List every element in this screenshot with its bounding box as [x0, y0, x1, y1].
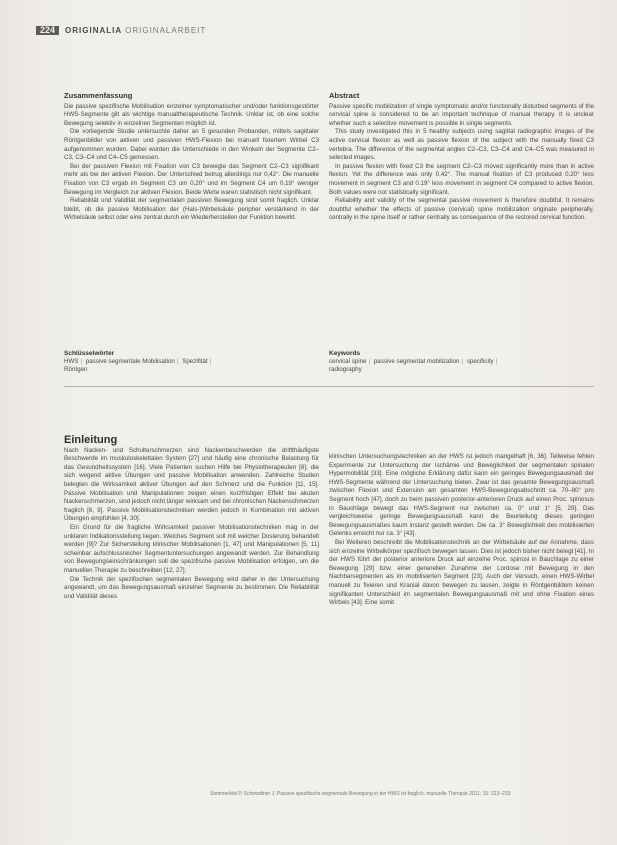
einleitung-paragraph: Nach Nacken- und Schulterschmerzen sind Nackenbeschwerden die drittthäufigste Beschwerde im muskuloskelettalen System [27] und häufig eine chronische Belastung für das Gesundheitssystem [16]. Viele Patienten suchen Hilfe bei Physiotherapeuten [8]; die sich wegend aktive Übungen und passive Mobilisation anwenden. Zahlreiche Studien belegten die Wirksamkeit aktiver Übungen auf den Schmerz und die Funktion [11, 15]. Passive Mobilisation und Manipulationen zeigen einen kurzfristigen Effekt bei akuten Nackenschmerzen, sind jedoch nicht länger wirksam und bei chronischen Nackenschmerzen fraglich [6, 9]. Passive Mobilisationstechniken werden jedoch in Kombination mit aktiven Übungen empfohlen [4, 30]. [64, 446, 319, 523]
keywords-de-title: Schlüsselwörter [64, 350, 115, 357]
einleitung-title: Einleitung [64, 434, 118, 446]
keywords-en-block [329, 350, 594, 375]
abstract-paragraph: Passive specific mobilization of single symptomatic and/or functionally disturbed segments of the cervical spine is considered to be an important technique of manual therapy. It is unclear whether such a selective movement is possible in single segments. [329, 102, 594, 127]
keyword: radiography [329, 366, 362, 374]
einleitung-right-column [329, 453, 594, 608]
einleitung-paragraph: klinischen Untersuchungstechniken an der HWS ist jedoch mangelhaft [6, 36]. Teilweise fehlen Experimente zur Untersuchung der Ischämie und Beweglichkeit der segmentalen spinalen Hypermobilität [33]. Eine mögliche Erklärung dafür kann ein geringes Bewegungsausmaß der HWS-Segmente während der Untersuchung bieten. Zwar ist das gesamte Bewegungsausmaß zwischen Flexion und Extension am gesamten HWS-Bewegungsabschnitt ca. 70–80° pro Segment hoch [47], doch zu beim passiven posterior-anterioren Druck auf einen Proc. spinosus in Bauchlage bewegt das HWS-Segment nur zwischen ca. 0° und 1° [5, 29]. Das vergleichsweise geringe Bewegungsausmaß kann die Beurteilung dieses geringen Bewegungsausmaßes kaum instanz gestellt werden. Die ca. 3° Beweglichkeit des mobilisierten Gelenks erreicht nur ca. 3° [43]. [329, 453, 594, 538]
keyword: Röntgen [64, 366, 88, 374]
zusammenfassung-paragraph: Die vorliegende Studie untersuchte daher an 5 gesunden Probanden, mittels sagittaler Röntgenbilder von aktiven und passiven HWS-Flexion bei manuell fixiertem Wirbel C3 aufgenommen wurden. Dabei wurden die Unterschiede in den Winkeln der Segmente C2–C3, C3–C4 und C4–C5 gemessen. [64, 128, 319, 162]
keyword: passive segmental mobilization [373, 358, 460, 365]
keyword: HWS [64, 358, 79, 365]
einleitung-left-column [64, 436, 319, 601]
abstract-paragraph: This study investigated this in 5 healthy subjects using sagittal radiographic images of the active cervical flexion as well as passive flexion of the subject with the manually fixed C3 vertebra. The difference of the segmental angles C2–C3, C3–C4 and C4–C5 was measured in selected images. [329, 128, 594, 162]
zusammenfassung-paragraph: Bei der passiven Flexion mit Fixation von C3 bewegte das Segment C2–C3 signifikant mehr als bei der aktiven Flexion. Der Unterschied betrug allerdings nur 0,42°. Die manuelle Fixation von C3 ergab im Segment C3 um 0,20° und im Segment C4 um 0,19° weniger Bewegung im Vergleich zur aktiven Flexion. Beide Werte waren statistisch nicht signifikant. [64, 162, 319, 196]
abstract-title: Abstract [329, 91, 360, 100]
citation-footer: Sommerfeld P, Schewdtner J. Passive spezifische segmentale Bewegung in der HWS ist fraglich. manuelle Therapie 2011; 15: 223–233 [210, 791, 511, 797]
keywords-en-list: cervical spine | passive segmental mobilization | specificity | radiography [329, 358, 498, 374]
abstract-section [329, 92, 594, 223]
zusammenfassung-paragraph: Reliabilität und Validität der segmentalen passiven Bewegung sind somit fraglich. Unklar bleibt, ob die passive Mobilisation der (Hals-)Wirbelsäule peripher verstärkend in der Wirbelsäule selbst oder eine zentral durch ein Wiederherstellen der Funktion bewirkt. [64, 197, 319, 222]
keyword: specificity [466, 358, 494, 365]
keywords-de-block [64, 350, 319, 375]
keywords-de-list: HWS | passive segmentale Mobilisation | Spezifität | Röntgen [64, 358, 212, 374]
abstract-paragraph: Reliability and validity of the segmental passive movement is therefore doubtful. It remains doubtful whether the effects of passive (cervical) spine mobilization originate peripherally, centrally in the spine itself or rather centrally as consequence of the restored cervical function. [329, 197, 594, 222]
section-divider [64, 386, 594, 387]
einleitung-paragraph: Die Technik der spezifischen segmentalen Bewegung wird daher in der Untersuchung angewandt, um das Bewegungsausmaß einzelner Segmente zu bestimmen. Die Reliabilität und Validität dieses [64, 575, 319, 600]
section-subname: ORIGINALARBEIT [125, 26, 207, 35]
einleitung-paragraph: Ein Grund für die fragliche Wirksamkeit passiver Mobilisationstechniken mag in der unklaren Indikationsstellung liegen. Welches Segment soll mit welcher Dosierung behandelt werden [9]? Zur Sicherstellung klinischer Mobilisationen [1, 47] und Manipulationen [5, 11] scheinbar aufschlussreicher Segmentuntersuchungen angewandt werden. Zur Behandlung von Bewegungseinschränkungen soll die spezifische passive Mobilisation erfolgen, um die manuellen Therapie zu beschreiben [12, 27]. [64, 523, 319, 574]
keyword: Spezifität [182, 358, 208, 365]
zusammenfassung-paragraph: Die passive spezifische Mobilisation einzelner symptomatischer und/oder funktionsgestörter HWS-Segmente gilt als wichtige manualtherapeutische Technik. Unklar ist, ob eine solche Bewegung selektiv in einzelnen Segmenten möglich ist. [64, 102, 319, 127]
zusammenfassung-title: Zusammenfassung [64, 91, 133, 100]
keyword: cervical spine [329, 358, 367, 365]
page-number: 224 [36, 26, 59, 35]
section-tag [65, 26, 206, 35]
abstract-paragraph: In passive flexion with fixed C3 the segment C2–C3 moved significantly more than in active flexion. Yet the difference was only 0.42°. The manual fixation of C3 produced 0.20° less movement in segment C3 and 0.19° less movement in segment C4 compared to active flexion. Both values were not statistically significant. [329, 162, 594, 196]
section-name: ORIGINALIA [65, 26, 123, 35]
einleitung-paragraph: Bei Weiteren beschreibt die Mobilisationstechnik an der Wirbelsäule auf der Annahme, dass sich einzelne Wirbelkörper spezifisch bewegen lassen. Dies ist jedoch bisher nicht belegt [41]. In der HWS führt der posterior anteriore Druck auf einzelne Proc. spinosi in Bauchlage zu einer Bewegung [29] bzw. einer generellen Zunahme der Lordose mit Bewegung in den Nachbarsegmenten als im mobilisierten Segment [23]. Auch der Versuch, einen HWS-Wirbel manuell zu fixieren und Kranial davon bewegen zu lassen, zeigte in Röntgenbildern keinen signifikanten Unterschied im segmentalen Bewegungsausmaß mit und ohne Fixation eines Wirbels [43]. Eine somit [329, 538, 594, 607]
running-header [36, 26, 596, 35]
keyword: passive segmentale Mobilisation [85, 358, 175, 365]
keywords-en-title: Keywords [329, 350, 361, 357]
zusammenfassung-section [64, 92, 319, 223]
